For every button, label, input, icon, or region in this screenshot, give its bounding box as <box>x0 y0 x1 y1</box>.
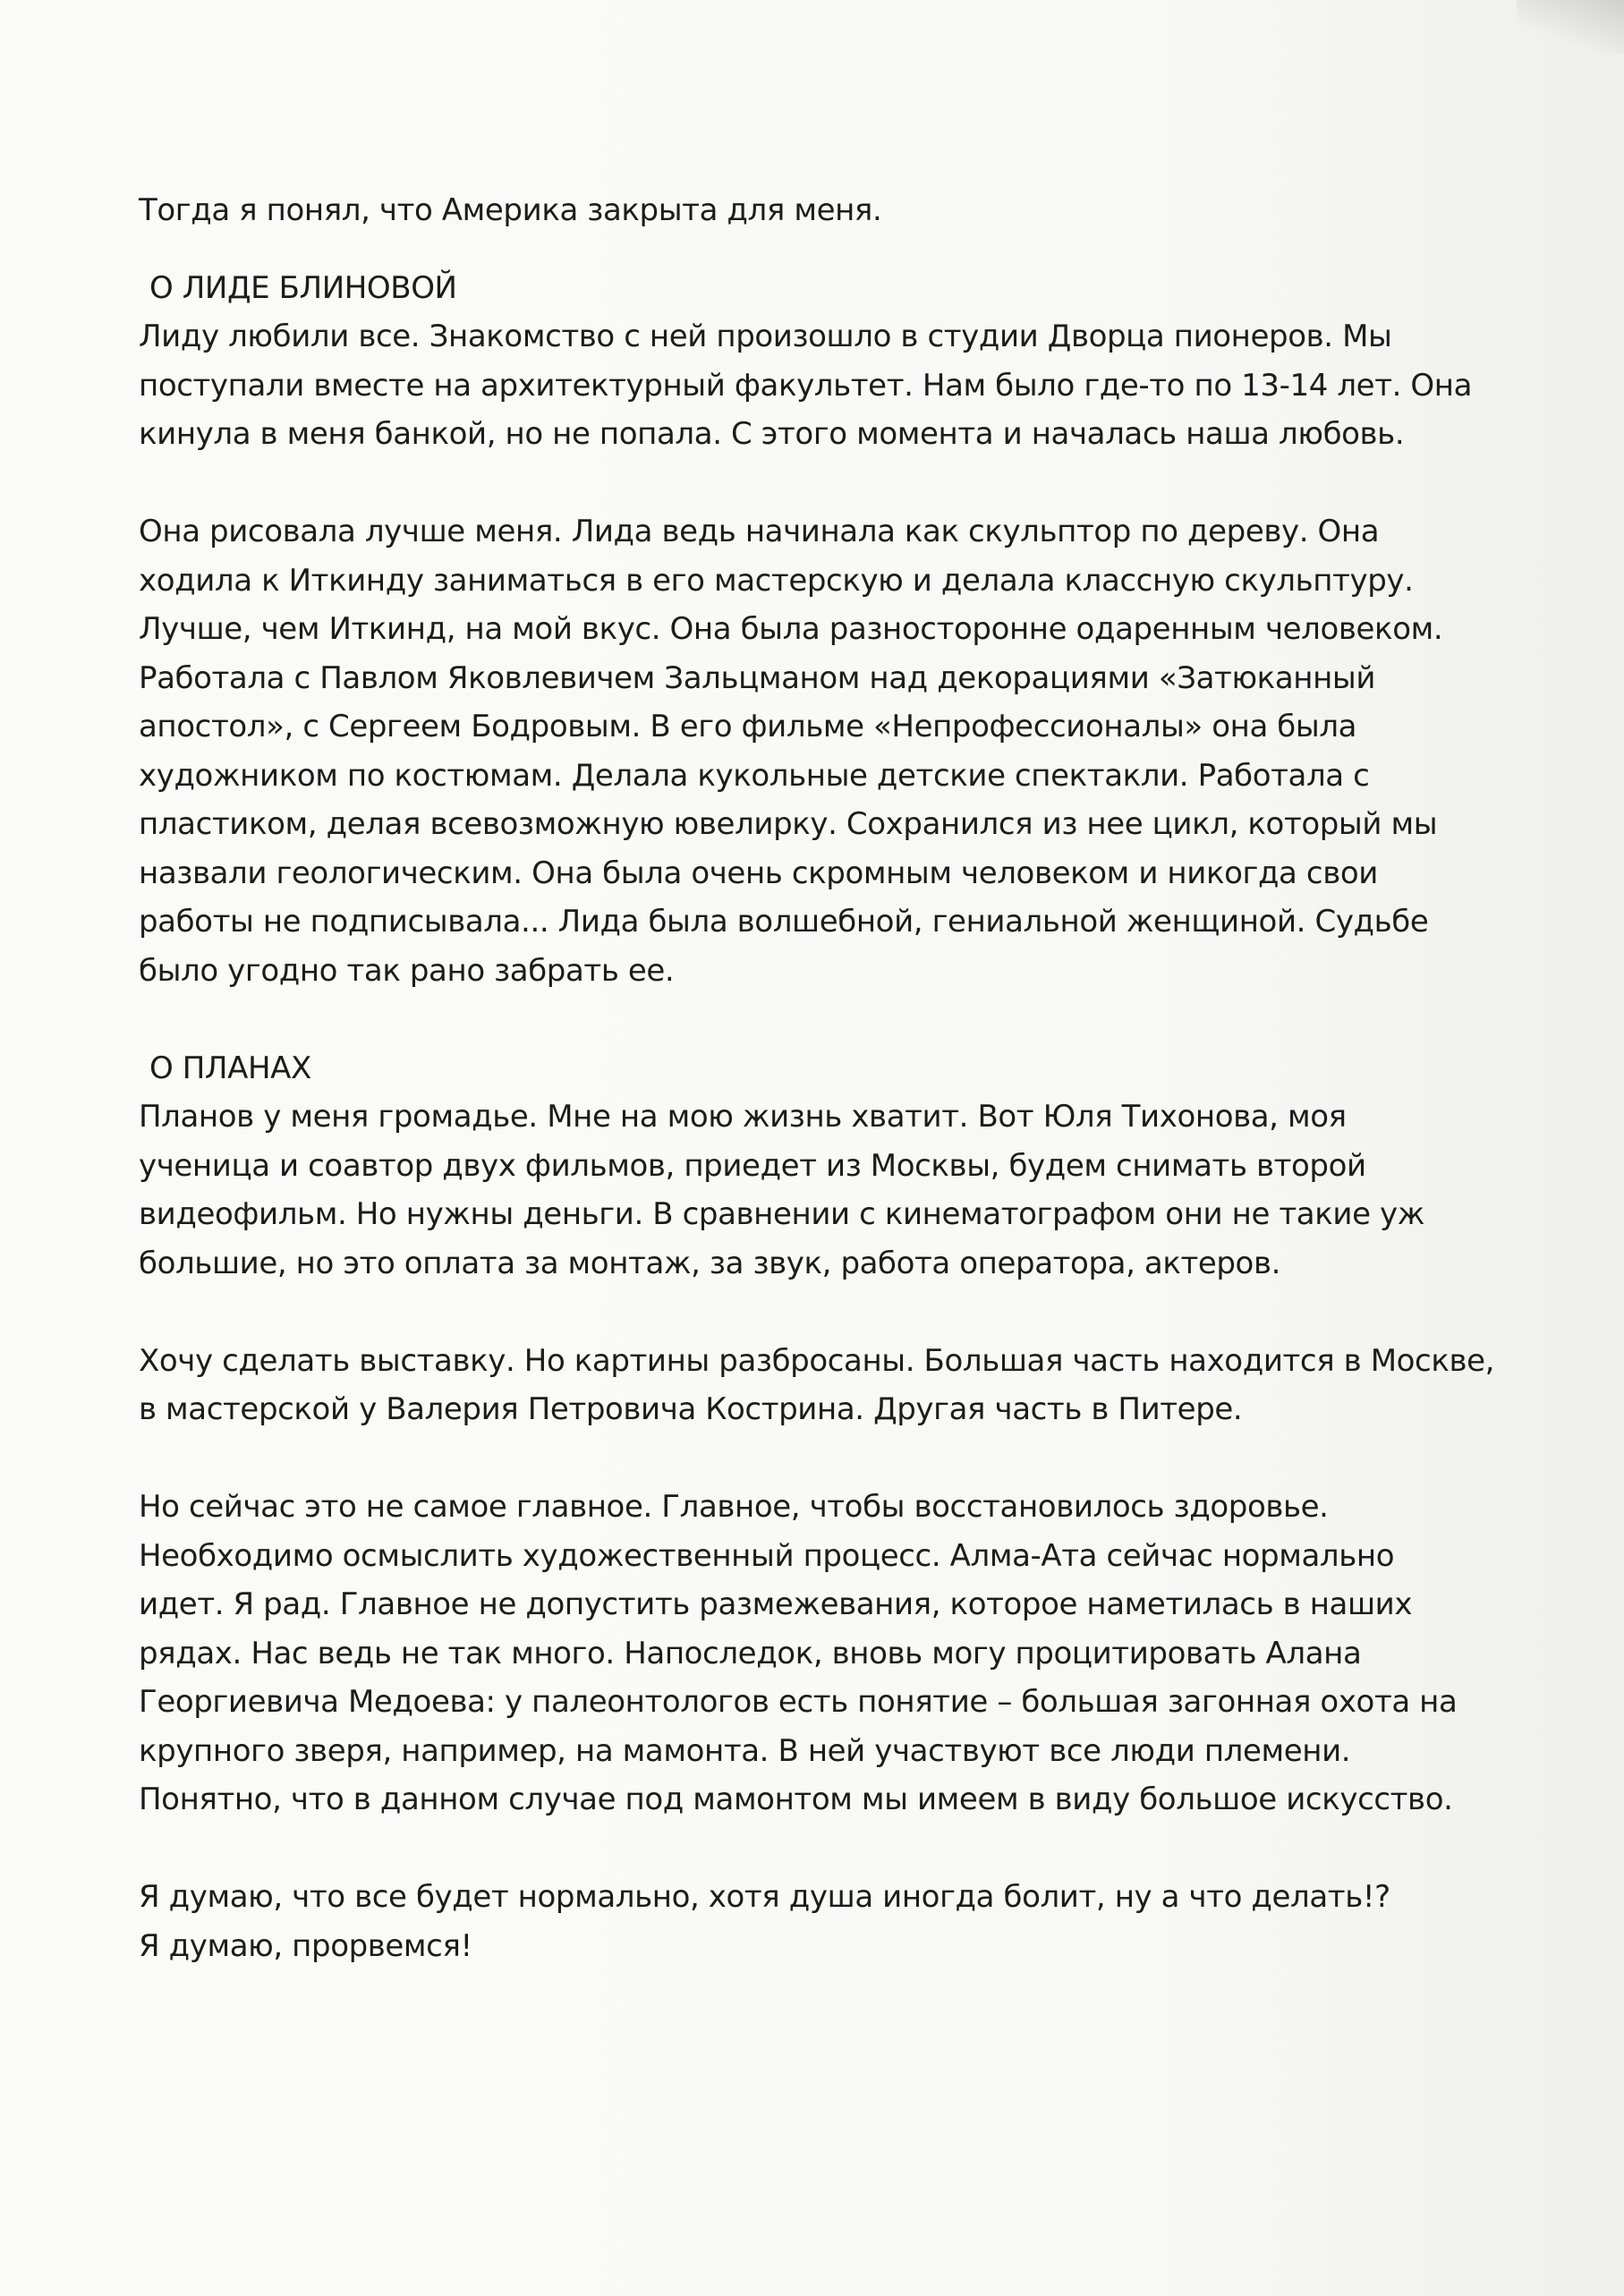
paragraph-plans-1: Планов у меня громадье. Мне на мою жизнь хватит. Вот Юля Тихонова, моя ученица и соавтор двух фильмов, приедет из Москвы, будем снимать второй видеофильм. Но нужны деньги. В сравнении с кинематографом они не такие уж большие, но это оплата за монтаж, за звук, работа оператора, актеров. <box>139 1099 1424 1281</box>
heading-plans: О ПЛАНАХ <box>149 1050 311 1086</box>
paragraph-lida-2: Она рисовала лучше меня. Лида ведь начинала как скульптор по дереву. Она ходила к Иткинду заниматься в его мастерскую и делала классную скульптуру. Лучше, чем Иткинд, на мой вкус. Она была разносторонне одаренным человеком. Работала с Павлом Яковлевичем Зальцманом над декорациями «Затюканный апостол», с Сергеем Бодровым. В его фильме «Непрофессионалы» она была художником по костюмам. Делала кукольные детские спектакли. Работала с пластиком, делая всевозможную ювелирку. Сохранился из нее цикл, который мы назвали геологическим. Она была очень скромным человеком и никогда свои работы не подписывала... Лида была волшебной, гениальной женщиной. Судьбе было угодно так рано забрать ее. <box>139 514 1443 989</box>
paragraph-plans-2: Хочу сделать выставку. Но картины разбросаны. Большая часть находится в Москве, в мастерской у Валерия Петровича Кострина. Другая часть в Питере. <box>139 1342 1495 1427</box>
paragraph-plans-4: Я думаю, что все будет нормально, хотя душа иногда болит, ну а что делать!? Я думаю, прорвемся! <box>139 1879 1390 1964</box>
heading-lida: О ЛИДЕ БЛИНОВОЙ <box>149 269 457 306</box>
document-body <box>139 186 1606 1970</box>
intro-line: Тогда я понял, что Америка закрыта для меня. <box>139 192 882 228</box>
scan-shadow <box>1517 0 1624 54</box>
paragraph-lida-1: Лиду любили все. Знакомство с ней произошло в студии Дворца пионеров. Мы поступали вместе на архитектурный факультет. Нам было где-то по 13-14 лет. Она кинула в меня банкой, но не попала. С этого момента и началась наша любовь. <box>139 319 1473 452</box>
paragraph-plans-3: Но сейчас это не самое главное. Главное, чтобы восстановилось здоровье. Необходимо осмыслить художественный процесс. Алма-Ата сейчас нормально идет. Я рад. Главное не допустить размежевания, которое наметилась в наших рядах. Нас ведь не так много. Напоследок, вновь могу процитировать Алана Георгиевича Медоева: у палеонтологов есть понятие – большая загонная охота на крупного зверя, например, на мамонта. В ней участвуют все люди племени. Понятно, что в данном случае под мамонтом мы имеем в виду большое искусство. <box>139 1489 1458 1817</box>
